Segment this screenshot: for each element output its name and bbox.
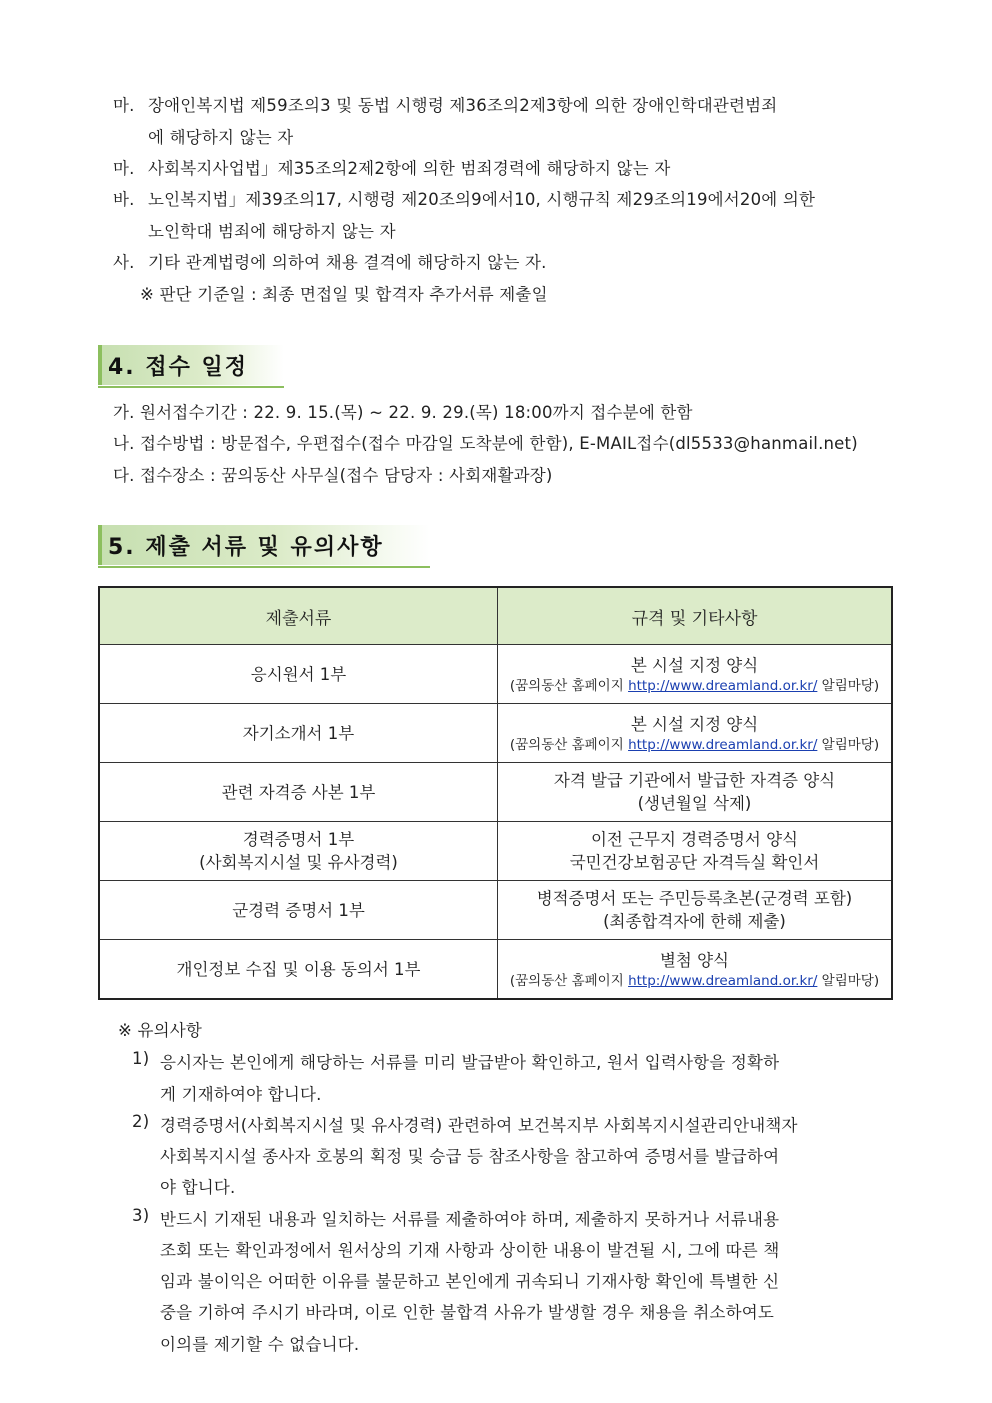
table-row (99, 704, 892, 763)
documents-table (98, 586, 893, 1000)
note-line: 중을 기하여 주시기 바라며, 이로 인한 불합격 사유가 발생할 경우 채용을 취소하여도 (160, 1303, 775, 1322)
eligibility-item-text: 장애인복지법 제59조의3 및 동법 시행령 제36조의2제3항에 의한 장애인학대관련범죄 (148, 96, 778, 115)
doc-name: 관련 자격증 사본 1부 (221, 782, 376, 802)
schedule-period: 가. 원서접수기간 : 22. 9. 15.(목) ~ 22. 9. 29.(목) 18:00까지 접수분에 한함 (113, 403, 693, 422)
spec-cell (498, 763, 893, 822)
eligibility-item-cont: 노인학대 범죄에 해당하지 않는 자 (148, 222, 396, 241)
homepage-link[interactable]: http://www.dreamland.or.kr/ (628, 736, 818, 753)
spec-text-2: (최종합격자에 한해 제출) (603, 912, 786, 931)
note-line: 조회 또는 확인과정에서 원서상의 기재 사항과 상이한 내용이 발견될 시, 그에 따른 책 (160, 1241, 780, 1260)
eligibility-item-cont: 에 해당하지 않는 자 (148, 128, 294, 147)
doc-name: 자기소개서 1부 (242, 723, 355, 743)
doc-name: 경력증명서 1부 (242, 830, 355, 849)
spec-sub-post: 알림마당) (817, 677, 880, 694)
note-line: 야 합니다. (160, 1178, 236, 1197)
section-4-header (98, 345, 286, 385)
table-row (99, 822, 892, 881)
spec-sub (498, 677, 891, 695)
eligibility-item-text: 노인복지법」제39조의17, 시행령 제20조의9에서10, 시행규칙 제29조의19에서20에 의한 (148, 190, 816, 209)
section-5-header (98, 525, 432, 565)
note-line: 응시자는 본인에게 해당하는 서류를 미리 발급받아 확인하고, 원서 입력사항을 정확하 (160, 1053, 780, 1072)
note-number: 1) (132, 1049, 150, 1068)
doc-name: 개인정보 수집 및 이용 동의서 1부 (176, 959, 421, 979)
homepage-link[interactable]: http://www.dreamland.or.kr/ (628, 677, 818, 694)
spec-sub (498, 736, 891, 754)
spec-cell (498, 822, 893, 881)
spec-cell (498, 940, 893, 1000)
spec-text-2: (생년월일 삭제) (637, 794, 752, 813)
note-number: 2) (132, 1112, 150, 1131)
table-row (99, 881, 892, 940)
eligibility-item-label: 마. (113, 159, 135, 178)
spec-sub-post: 알림마당) (817, 736, 880, 753)
spec-text-2: 국민건강보험공단 자격득실 확인서 (569, 853, 820, 872)
doc-name: 응시원서 1부 (250, 664, 347, 684)
table-row (99, 763, 892, 822)
homepage-link[interactable]: http://www.dreamland.or.kr/ (628, 972, 818, 989)
note-line: 임과 불이익은 어떠한 이유를 불문하고 본인에게 귀속되니 기재사항 확인에 특별한 신 (160, 1272, 780, 1291)
eligibility-note: ※ 판단 기준일 : 최종 면접일 및 합격자 추가서류 제출일 (140, 285, 548, 304)
eligibility-item-label: 마. (113, 96, 135, 115)
section-5-title: 5. 제출 서류 및 유의사항 (108, 535, 384, 560)
spec-sub-pre: (꿈의동산 홈페이지 (509, 677, 629, 694)
doc-name-2: (사회복지시설 및 유사경력) (199, 853, 398, 872)
note-line: 경력증명서(사회복지시설 및 유사경력) 관련하여 보건복지부 사회복지시설관리안내책자 (160, 1116, 798, 1135)
note-line: 반드시 기재된 내용과 일치하는 서류를 제출하여야 하며, 제출하지 못하거나 서류내용 (160, 1210, 780, 1229)
spec-cell (498, 704, 893, 763)
doc-name: 군경력 증명서 1부 (232, 900, 365, 920)
spec-sub-pre: (꿈의동산 홈페이지 (509, 736, 629, 753)
doc-cell (99, 704, 498, 763)
spec-sub (498, 972, 891, 990)
schedule-method: 나. 접수방법 : 방문접수, 우편접수(접수 마감일 도착분에 한함), E-MAIL접수(dl5533@hanmail.net) (113, 434, 858, 453)
table-header-docs: 제출서류 (99, 587, 498, 645)
note-number: 3) (132, 1206, 150, 1225)
table-header-row (99, 587, 892, 645)
doc-cell (99, 822, 498, 881)
table-header-spec: 규격 및 기타사항 (498, 587, 893, 645)
spec-text: 본 시설 지정 양식 (630, 655, 759, 675)
spec-cell (498, 881, 893, 940)
doc-cell (99, 940, 498, 1000)
spec-text: 자격 발급 기관에서 발급한 자격증 양식 (553, 771, 836, 790)
note-line: 이의를 제기할 수 없습니다. (160, 1335, 360, 1354)
spec-sub-pre: (꿈의동산 홈페이지 (509, 972, 629, 989)
spec-cell (498, 645, 893, 704)
table-row (99, 645, 892, 704)
eligibility-item-label: 사. (113, 253, 135, 272)
spec-text: 별첨 양식 (659, 950, 729, 970)
spec-text: 이전 근무지 경력증명서 양식 (590, 830, 798, 849)
doc-cell (99, 881, 498, 940)
notes-title: ※ 유의사항 (118, 1021, 203, 1040)
doc-cell (99, 645, 498, 704)
section-4-title: 4. 접수 일정 (108, 355, 248, 380)
spec-sub-post: 알림마당) (817, 972, 880, 989)
doc-cell (99, 763, 498, 822)
spec-text: 본 시설 지정 양식 (630, 714, 759, 734)
schedule-place: 다. 접수장소 : 꿈의동산 사무실(접수 담당자 : 사회재활과장) (113, 466, 553, 485)
spec-text: 병적증명서 또는 주민등록초본(군경력 포함) (536, 889, 853, 908)
table-row (99, 940, 892, 1000)
eligibility-item-text: 사회복지사업법」제35조의2제2항에 의한 범죄경력에 해당하지 않는 자 (148, 159, 671, 178)
note-line: 사회복지시설 종사자 호봉의 획정 및 승급 등 참조사항을 참고하여 증명서를 발급하여 (160, 1147, 780, 1166)
note-line: 게 기재하여야 합니다. (160, 1085, 322, 1104)
eligibility-item-label: 바. (113, 190, 135, 209)
eligibility-item-text: 기타 관계법령에 의하여 채용 결격에 해당하지 않는 자. (148, 253, 547, 272)
